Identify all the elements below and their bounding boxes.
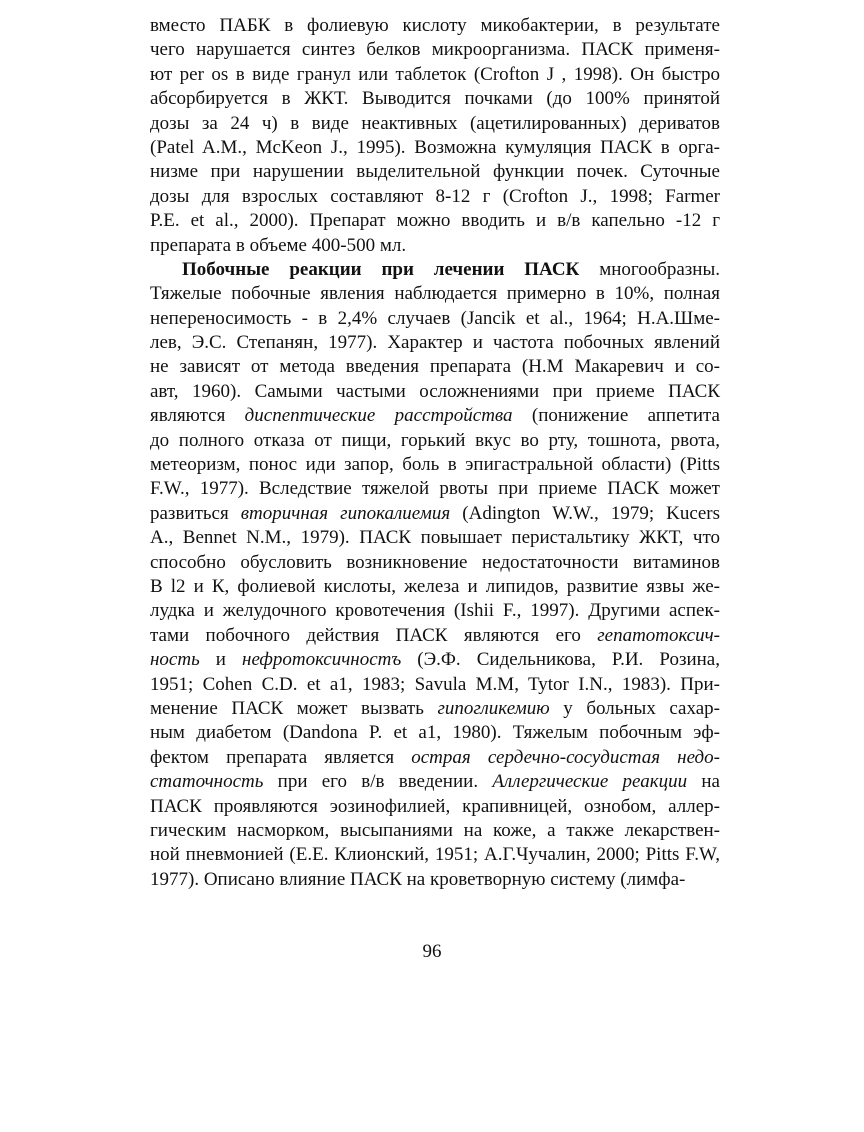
text-line	[150, 234, 720, 258]
text-line	[150, 819, 720, 843]
text-segment: способно обусловить возникновение недостаточности витаминов	[150, 551, 720, 573]
text-segment: непереносимость - в 2,4% случаев (Jancik et al., 1964; Н.А.Шме-	[150, 307, 720, 329]
italic-text: ность	[150, 649, 200, 671]
text-line	[150, 575, 720, 599]
text-line	[150, 770, 720, 794]
text-line	[150, 331, 720, 355]
text-line	[150, 648, 720, 672]
text-line	[150, 63, 720, 87]
paragraph-1	[150, 14, 720, 258]
text-segment: P.E. et al., 2000). Препарат можно вводить и в/в капельно -12 г	[150, 210, 720, 232]
text-segment: Тяжелые побочные явления наблюдается примерно в 10%, полная	[150, 283, 720, 305]
text-line	[150, 795, 720, 819]
text-segment: менение ПАСК может вызвать	[150, 697, 438, 719]
text-segment: ют per os в виде гранул или таблеток (Crofton J , 1998). Он быстро	[150, 63, 720, 85]
text-line	[150, 526, 720, 550]
text-segment: вместо ПАБК в фолиевую кислоту микобактерии, в результате	[150, 15, 720, 36]
text-segment: 1977). Описано влияние ПАСК на кроветворную систему (лимфа-	[150, 868, 686, 890]
text-line	[150, 697, 720, 721]
italic-text: Аллергические реакции	[492, 771, 688, 793]
text-segment: развиться	[150, 502, 241, 524]
text-line	[150, 258, 720, 282]
text-line	[150, 843, 720, 867]
text-segment: тами побочного действия ПАСК являются его	[150, 624, 598, 646]
text-segment: В l2 и К, фолиевой кислоты, железа и липидов, развитие язвы же-	[150, 575, 720, 597]
text-segment: авт, 1960). Самыми частыми осложнениями при приеме ПАСК	[150, 380, 720, 402]
text-segment: чего нарушается синтез белков микроорганизма. ПАСК применя-	[150, 39, 720, 61]
text-segment: ПАСК проявляются эозинофилией, крапивницей, ознобом, аллер-	[150, 795, 720, 817]
text-line	[150, 868, 720, 892]
text-segment: ной пневмонией (Е.Е. Клионский, 1951; А.Г.Чучалин, 2000; Pitts F.W,	[150, 844, 720, 866]
text-line	[150, 477, 720, 501]
text-segment: лудка и желудочного кровотечения (Ishii F., 1997). Другими аспек-	[150, 600, 720, 622]
text-line	[150, 14, 720, 38]
text-segment: F.W., 1977). Вследствие тяжелой рвоты при приеме ПАСК может	[150, 478, 720, 500]
text-line	[150, 599, 720, 623]
text-segment: низме при нарушении выделительной функции почек. Суточные	[150, 161, 720, 183]
text-segment: дозы за 24 ч) в виде неактивных (ацетилированных) дериватов	[150, 112, 720, 134]
italic-text: вторичная гипокалиемия	[240, 502, 451, 524]
text-segment: метеоризм, понос иди запор, боль в эпигастральной области) (Pitts	[150, 454, 720, 476]
text-line	[150, 429, 720, 453]
text-segment: на	[687, 771, 720, 793]
text-segment: абсорбируется в ЖКТ. Выводится почками (до 100% принятой	[150, 88, 720, 110]
text-line	[150, 380, 720, 404]
text-segment: (Adington W.W., 1979; Kucers	[450, 502, 720, 524]
text-line	[150, 136, 720, 160]
text-segment: фектом препарата является	[150, 746, 412, 768]
text-segment: до полного отказа от пищи, горький вкус во рту, тошнота, рвота,	[150, 429, 720, 451]
italic-text: гипогликемию	[437, 697, 550, 719]
text-segment: лев, Э.С. Степанян, 1977). Характер и частота побочных явлений	[150, 332, 720, 354]
text-segment: препарата в объеме 400-500 мл.	[150, 234, 407, 256]
text-segment: и	[199, 649, 243, 671]
text-segment: гическим насморком, высыпаниями на коже, а также лекарствен-	[150, 819, 720, 841]
text-segment: (понижение аппетита	[512, 405, 720, 427]
text-segment: многообразны.	[579, 258, 720, 280]
text-segment: у больных сахар-	[549, 697, 720, 719]
text-segment: при его в/в введении.	[263, 771, 493, 793]
page-text	[150, 14, 720, 892]
text-line	[150, 624, 720, 648]
text-segment: (Э.Ф. Сидельникова, Р.И. Розина,	[401, 649, 720, 671]
text-segment: (Patel A.M., McKeon J., 1995). Возможна кумуляция ПАСК в орга-	[150, 136, 720, 158]
italic-text: нефротоксичностъ	[242, 649, 402, 671]
text-segment: 1951; Cohen C.D. et a1, 1983; Savula M.M, Tytor I.N., 1983). При-	[150, 673, 720, 695]
text-line	[150, 282, 720, 306]
paragraph-2	[150, 258, 720, 892]
page-number: 96	[422, 941, 442, 962]
text-line	[150, 209, 720, 233]
text-line	[150, 404, 720, 428]
italic-text: статочность	[150, 771, 264, 793]
text-line	[150, 551, 720, 575]
text-segment: A., Bennet N.M., 1979). ПАСК повышает перистальтику ЖКТ, что	[150, 527, 720, 549]
text-segment: ным диабетом (Dandona P. et a1, 1980). Тяжелым побочным эф-	[150, 722, 720, 744]
text-line	[150, 721, 720, 745]
text-line	[150, 112, 720, 136]
text-line	[150, 355, 720, 379]
text-line	[150, 87, 720, 111]
text-line	[150, 307, 720, 331]
text-line	[150, 502, 720, 526]
italic-text: острая сердечно-сосудистая недо-	[411, 746, 720, 768]
text-segment: не зависят от метода введения препарата (Н.М Макаревич и со-	[150, 356, 720, 378]
text-line	[150, 746, 720, 770]
italic-text: диспептические расстройства	[244, 405, 513, 427]
text-line	[150, 673, 720, 697]
text-line	[150, 160, 720, 184]
text-line	[150, 38, 720, 62]
text-line	[150, 453, 720, 477]
text-segment: являются	[150, 405, 245, 427]
text-segment: дозы для взрослых составляют 8-12 г (Crofton J., 1998; Farmer	[150, 185, 720, 207]
bold-text: Побочные реакции при лечении ПАСК	[182, 258, 580, 280]
italic-text: гепатотоксич-	[597, 624, 720, 646]
text-line	[150, 185, 720, 209]
